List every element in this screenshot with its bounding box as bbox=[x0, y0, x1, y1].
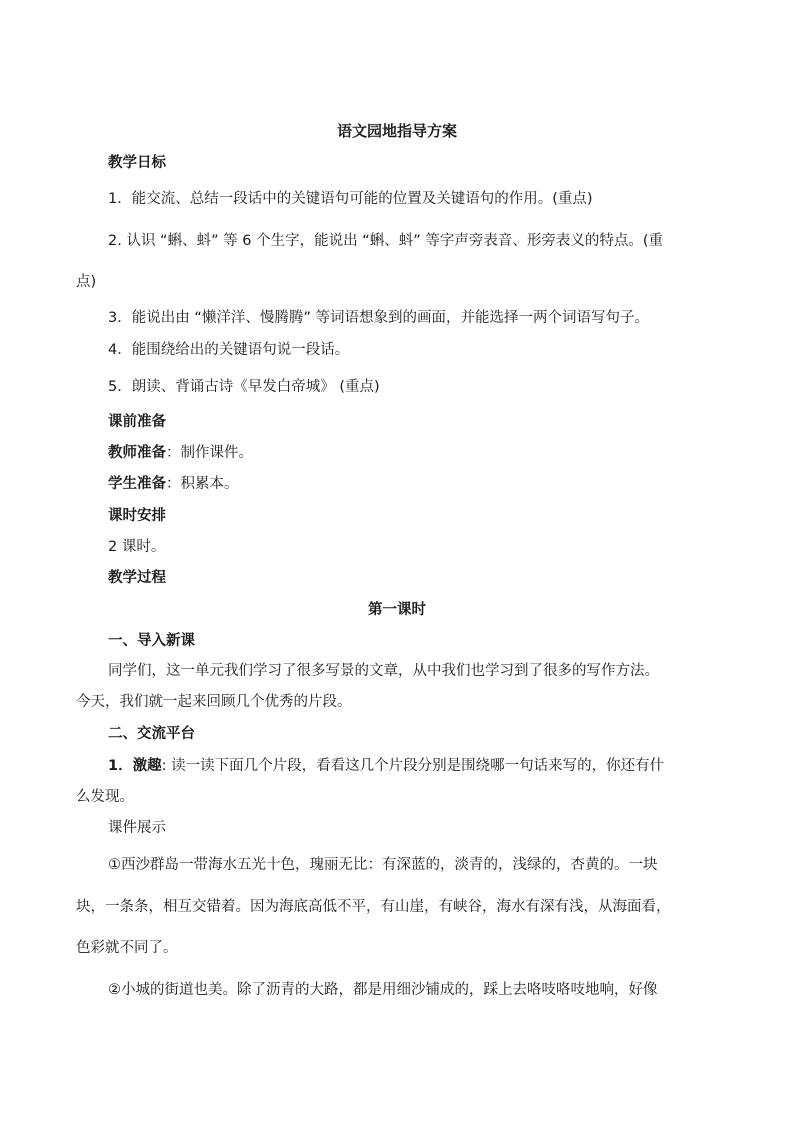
document-title: 语文园地指导方案 bbox=[336, 122, 457, 140]
student-prep-text: ：积累本。 bbox=[166, 476, 239, 492]
objective-1: 1．能交流、总结一段话中的关键语句可能的位置及关键语句的作用。(重点) bbox=[108, 191, 593, 207]
part2-item-line-2: 么发现。 bbox=[76, 789, 134, 805]
objective-2: 2. 认识 “蝌、蚪” 等 6 个生字，能说出 “蝌、蚪” 等字声旁表音、形旁表义的特点。(重 bbox=[108, 233, 664, 249]
schedule-heading: 课时安排 bbox=[108, 508, 166, 524]
part1-line-2: 今天，我们就一起来回顾几个优秀的片段。 bbox=[76, 694, 352, 710]
objective-4: 4．能围绕给出的关键语句说一段话。 bbox=[108, 342, 350, 358]
process-heading: 教学过程 bbox=[108, 570, 166, 586]
excerpt2-line-1: ②小城的街道也美。除了沥青的大路，都是用细沙铺成的，踩上去咯吱咯吱地响，好像 bbox=[108, 982, 658, 998]
objectives-heading: 教学日标 bbox=[108, 155, 166, 171]
teacher-prep-label: 教师准备 bbox=[108, 445, 166, 461]
teacher-prep-text: ：制作课件。 bbox=[166, 445, 253, 461]
objective-2-cont: 点) bbox=[76, 274, 97, 290]
excerpt1-line-3: 色彩就不同了。 bbox=[76, 940, 178, 956]
part2-item-label: 1．激趣 bbox=[108, 758, 162, 774]
objective-3: 3．能说出由 “懒洋洋、慢腾腾” 等词语想象到的画面，并能选择一两个词语写句子。 bbox=[108, 310, 649, 326]
student-prep-label: 学生准备 bbox=[108, 476, 166, 492]
part1-heading: 一、导入新课 bbox=[108, 633, 195, 649]
objective-5: 5．朗读、背诵古诗《早发白帝城》 (重点) bbox=[108, 379, 380, 395]
teacher-prep bbox=[108, 443, 253, 463]
part2-item-line-1: : 读一读下面几个片段，看看这几个片段分别是围绕哪一句话来写的，你还有什 bbox=[161, 758, 665, 774]
student-prep bbox=[108, 474, 239, 494]
excerpt1-line-2: 块，一条条，相互交错着。因为海底高低不平，有山崖，有峡谷，海水有深有浅，从海面看， bbox=[76, 899, 671, 915]
prep-heading: 课前准备 bbox=[108, 414, 166, 430]
lesson-heading: 第一课时 bbox=[368, 602, 426, 618]
part1-line-1: 同学们，这一单元我们学习了很多写景的文章，从中我们也学习到了很多的写作方法。 bbox=[108, 663, 659, 679]
part2-heading: 二、交流平台 bbox=[108, 726, 195, 742]
part2-item bbox=[108, 756, 664, 776]
excerpt1-line-1: ①西沙群岛一带海水五光十色，瑰丽无比：有深蓝的，淡青的，浅绿的，杏黄的。一块 bbox=[108, 857, 658, 873]
schedule-text: 2 课时。 bbox=[108, 539, 166, 555]
courseware-label: 课件展示 bbox=[108, 820, 166, 836]
